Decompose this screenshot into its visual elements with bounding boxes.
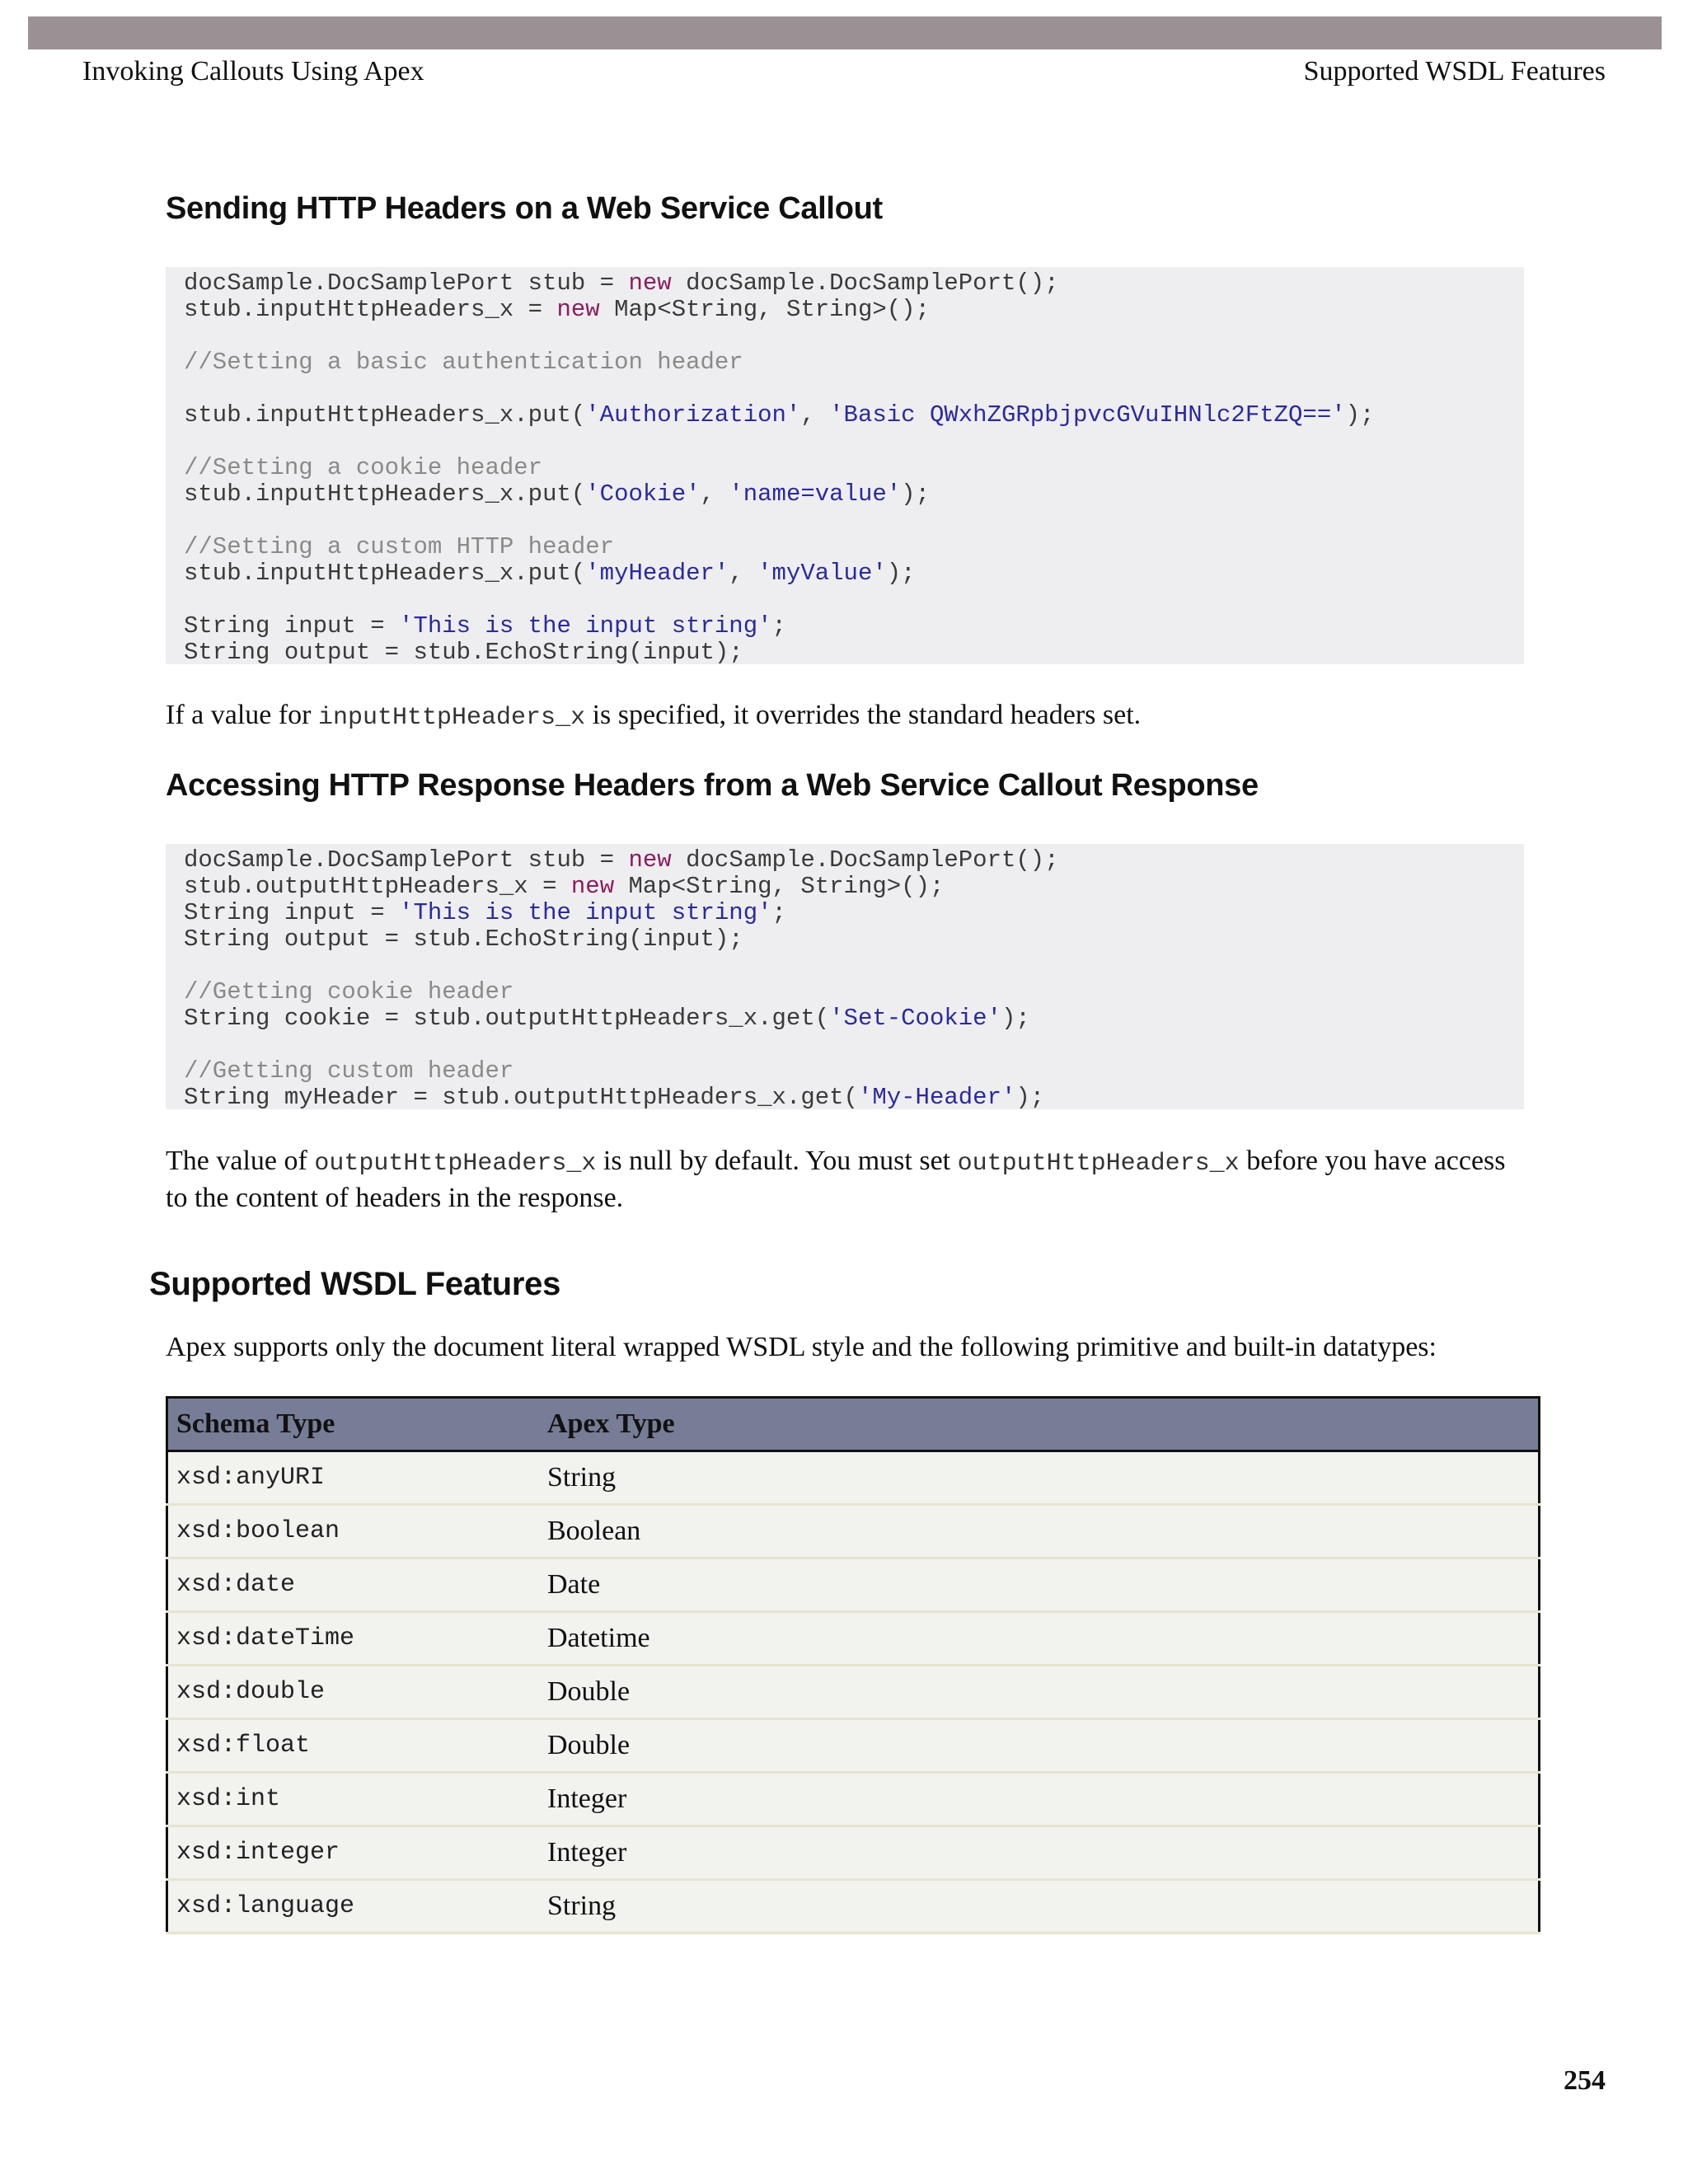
code-token: , bbox=[729, 560, 758, 587]
code-token: ); bbox=[886, 560, 916, 587]
code-token: String input = bbox=[184, 612, 400, 640]
schema-type-cell: xsd:language bbox=[167, 1880, 540, 1933]
note-text: is specified, it overrides the standard headers set. bbox=[585, 700, 1142, 730]
table-row bbox=[167, 1451, 1540, 1505]
code-line bbox=[184, 376, 1524, 402]
code-block-sending-headers bbox=[166, 267, 1524, 664]
code-token: ); bbox=[1015, 1084, 1045, 1111]
table-row bbox=[167, 1558, 1540, 1612]
table-row bbox=[167, 1719, 1540, 1773]
apex-type-cell: Integer bbox=[539, 1773, 1540, 1826]
apex-type-cell: Double bbox=[539, 1666, 1540, 1719]
code-line bbox=[184, 508, 1524, 534]
code-token: stub.inputHttpHeaders_x = bbox=[184, 296, 557, 323]
code-token: ; bbox=[771, 612, 786, 640]
code-token: String cookie = stub.outputHttpHeaders_x.get( bbox=[184, 1005, 830, 1032]
column-header-schema-type: Schema Type bbox=[167, 1398, 540, 1451]
code-token: String myHeader = stub.outputHttpHeaders_x.get( bbox=[184, 1084, 858, 1111]
code-token: stub.inputHttpHeaders_x.put( bbox=[184, 401, 586, 429]
running-header-section: Supported WSDL Features bbox=[1303, 56, 1606, 87]
paragraph-wsdl-intro: Apex supports only the document literal wrapped WSDL style and the following primitive and built-in datatypes: bbox=[166, 1332, 1437, 1362]
code-string: 'Cookie' bbox=[585, 480, 701, 508]
table-row bbox=[167, 1612, 1540, 1666]
apex-type-cell: Date bbox=[539, 1558, 1540, 1612]
column-header-apex-type: Apex Type bbox=[539, 1398, 1540, 1451]
table-row bbox=[167, 1880, 1540, 1933]
note-text: is null by default. You must set bbox=[596, 1146, 958, 1176]
code-token: ); bbox=[1001, 1005, 1030, 1032]
section-title-response-headers: Accessing HTTP Response Headers from a Web Service Callout Response bbox=[166, 768, 1259, 803]
code-comment: //Getting custom header bbox=[184, 1057, 514, 1085]
code-string: 'Basic QWxhZGRpbjpvcGVuIHNlc2FtZQ==' bbox=[829, 401, 1346, 429]
code-line bbox=[184, 402, 1524, 429]
code-line bbox=[184, 429, 1524, 455]
code-string: 'myValue' bbox=[757, 560, 887, 587]
code-token: docSample.DocSamplePort(); bbox=[671, 846, 1059, 874]
code-line bbox=[184, 926, 1524, 953]
code-line bbox=[184, 1085, 1524, 1111]
code-token: String output = stub.EchoString(input); bbox=[184, 639, 743, 666]
code-line bbox=[184, 847, 1524, 874]
schema-type-cell: xsd:anyURI bbox=[167, 1451, 540, 1505]
code-line bbox=[184, 560, 1524, 587]
code-line bbox=[184, 1058, 1524, 1085]
code-token: , bbox=[800, 401, 830, 429]
schema-type-cell: xsd:double bbox=[167, 1666, 540, 1719]
apex-type-cell: String bbox=[539, 1880, 1540, 1933]
code-line bbox=[184, 587, 1524, 613]
apex-type-cell: Integer bbox=[539, 1826, 1540, 1880]
paragraph-output-headers-note bbox=[166, 1144, 1534, 1215]
code-string: 'This is the input string' bbox=[399, 899, 772, 926]
code-comment: //Getting cookie header bbox=[184, 978, 514, 1005]
schema-type-cell: xsd:date bbox=[167, 1558, 540, 1612]
code-line bbox=[184, 979, 1524, 1005]
schema-type-cell: xsd:float bbox=[167, 1719, 540, 1773]
apex-type-cell: Boolean bbox=[539, 1505, 1540, 1558]
code-line bbox=[184, 900, 1524, 926]
code-line bbox=[184, 534, 1524, 560]
apex-type-cell: String bbox=[539, 1451, 1540, 1505]
table-row bbox=[167, 1826, 1540, 1880]
code-string: 'name=value' bbox=[729, 480, 902, 508]
code-token: docSample.DocSamplePort(); bbox=[671, 269, 1059, 297]
code-line bbox=[184, 455, 1524, 481]
schema-type-cell: xsd:int bbox=[167, 1773, 540, 1826]
schema-type-cell: xsd:integer bbox=[167, 1826, 540, 1880]
schema-type-cell: xsd:dateTime bbox=[167, 1612, 540, 1666]
code-token: Map<String, String>(); bbox=[614, 873, 945, 900]
code-string: 'My-Header' bbox=[857, 1084, 1016, 1111]
apex-type-cell: Double bbox=[539, 1719, 1540, 1773]
code-line bbox=[184, 640, 1524, 666]
code-token: stub.inputHttpHeaders_x.put( bbox=[184, 480, 586, 508]
schema-type-cell: xsd:boolean bbox=[167, 1505, 540, 1558]
running-header-chapter: Invoking Callouts Using Apex bbox=[82, 56, 424, 87]
page-number: 254 bbox=[1564, 2065, 1606, 2096]
code-string: 'This is the input string' bbox=[399, 612, 772, 640]
code-comment: //Setting a custom HTTP header bbox=[184, 533, 615, 560]
code-comment: //Setting a basic authentication header bbox=[184, 349, 743, 376]
code-token: Map<String, String>(); bbox=[599, 296, 930, 323]
note-text: The value of bbox=[166, 1146, 315, 1176]
code-string: 'myHeader' bbox=[585, 560, 729, 587]
code-line bbox=[184, 297, 1524, 323]
note-text: before you have access to the content of headers in the response. bbox=[166, 1146, 1506, 1213]
code-token: String input = bbox=[184, 899, 400, 926]
code-line bbox=[184, 613, 1524, 640]
code-comment: //Setting a cookie header bbox=[184, 454, 543, 481]
header-bar bbox=[28, 16, 1662, 49]
code-token: ); bbox=[1345, 401, 1375, 429]
inline-code: outputHttpHeaders_x bbox=[957, 1150, 1240, 1178]
apex-type-cell: Datetime bbox=[539, 1612, 1540, 1666]
code-keyword: new bbox=[570, 873, 615, 900]
code-token: ; bbox=[771, 899, 786, 926]
code-line bbox=[184, 481, 1524, 508]
code-token: ); bbox=[901, 480, 930, 508]
code-line bbox=[184, 953, 1524, 979]
code-line bbox=[184, 323, 1524, 349]
code-token: docSample.DocSamplePort stub = bbox=[184, 269, 629, 297]
section-title-supported-wsdl: Supported WSDL Features bbox=[149, 1266, 561, 1302]
section-title-sending-headers: Sending HTTP Headers on a Web Service Callout bbox=[166, 191, 883, 226]
code-block-response-headers bbox=[166, 844, 1524, 1109]
inline-code: inputHttpHeaders_x bbox=[318, 704, 586, 732]
paragraph-input-headers-note bbox=[166, 698, 1534, 735]
datatype-table bbox=[166, 1396, 1540, 1934]
note-text: If a value for bbox=[166, 700, 319, 730]
code-line bbox=[184, 874, 1524, 900]
code-token: , bbox=[700, 480, 729, 508]
code-token: stub.outputHttpHeaders_x = bbox=[184, 873, 571, 900]
table-header-row bbox=[167, 1398, 1540, 1451]
code-keyword: new bbox=[556, 296, 600, 323]
code-string: 'Set-Cookie' bbox=[829, 1005, 1001, 1032]
inline-code: outputHttpHeaders_x bbox=[314, 1150, 597, 1178]
code-line bbox=[184, 349, 1524, 376]
table-row bbox=[167, 1666, 1540, 1719]
table-row bbox=[167, 1505, 1540, 1558]
code-token: docSample.DocSamplePort stub = bbox=[184, 846, 629, 874]
code-line bbox=[184, 270, 1524, 297]
code-string: 'Authorization' bbox=[585, 401, 801, 429]
table-row bbox=[167, 1773, 1540, 1826]
code-line bbox=[184, 1032, 1524, 1058]
code-keyword: new bbox=[628, 846, 672, 874]
code-line bbox=[184, 1005, 1524, 1032]
code-token: String output = stub.EchoString(input); bbox=[184, 926, 743, 953]
code-keyword: new bbox=[628, 269, 672, 297]
code-token: stub.inputHttpHeaders_x.put( bbox=[184, 560, 586, 587]
